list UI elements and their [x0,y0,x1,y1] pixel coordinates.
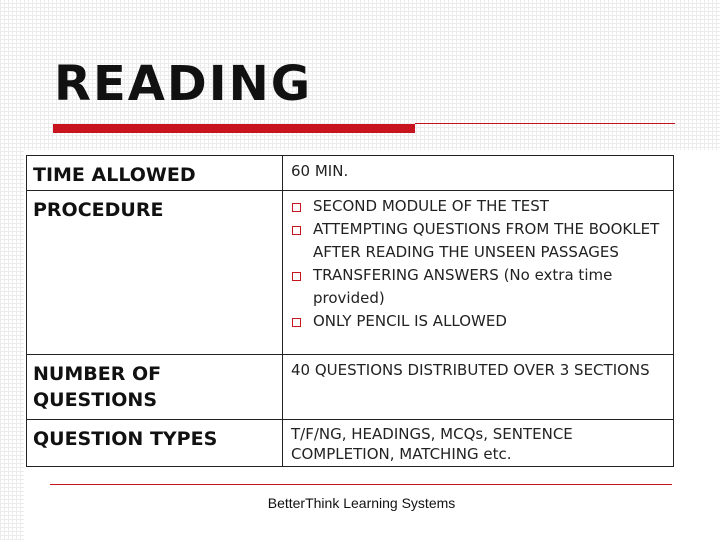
slide-title: READING [54,56,313,112]
procedure-list [291,195,669,333]
row-label-question-types: QUESTION TYPES [27,420,283,467]
list-item [291,218,669,264]
row-value-time-allowed: 60 MIN. [283,156,674,191]
list-item-text: ATTEMPTING QUESTIONS FROM THE BOOKLET AFTER READING THE UNSEEN PASSAGES [313,220,660,261]
list-item-text: TRANSFERING ANSWERS (No extra time provided) [313,266,613,307]
list-item-text: SECOND MODULE OF THE TEST [313,197,549,215]
table-row [27,191,674,355]
row-value-procedure [283,191,674,355]
hollow-square-bullet-icon [292,203,301,212]
footer-text: BetterThink Learning Systems [267,495,456,511]
list-item [291,264,669,310]
table-row [27,355,674,420]
footer-rule [50,484,672,485]
title-underline-rule [415,123,675,124]
hollow-square-bullet-icon [292,272,301,281]
hollow-square-bullet-icon [292,318,301,327]
reading-info-table [26,155,674,467]
table-row [27,156,674,191]
list-item [291,195,669,218]
row-value-question-types: T/F/NG, HEADINGS, MCQs, SENTENCE COMPLETION, MATCHING etc. [283,420,674,467]
table-row [27,420,674,467]
hollow-square-bullet-icon [292,226,301,235]
row-label-time-allowed: TIME ALLOWED [27,156,283,191]
list-item-text: ONLY PENCIL IS ALLOWED [313,312,507,330]
row-label-procedure: PROCEDURE [27,191,283,355]
row-value-number-of-questions: 40 QUESTIONS DISTRIBUTED OVER 3 SECTIONS [283,355,674,420]
row-label-number-of-questions: NUMBER OF QUESTIONS [27,355,283,420]
list-item [291,310,669,333]
title-underline-bar [53,124,415,133]
